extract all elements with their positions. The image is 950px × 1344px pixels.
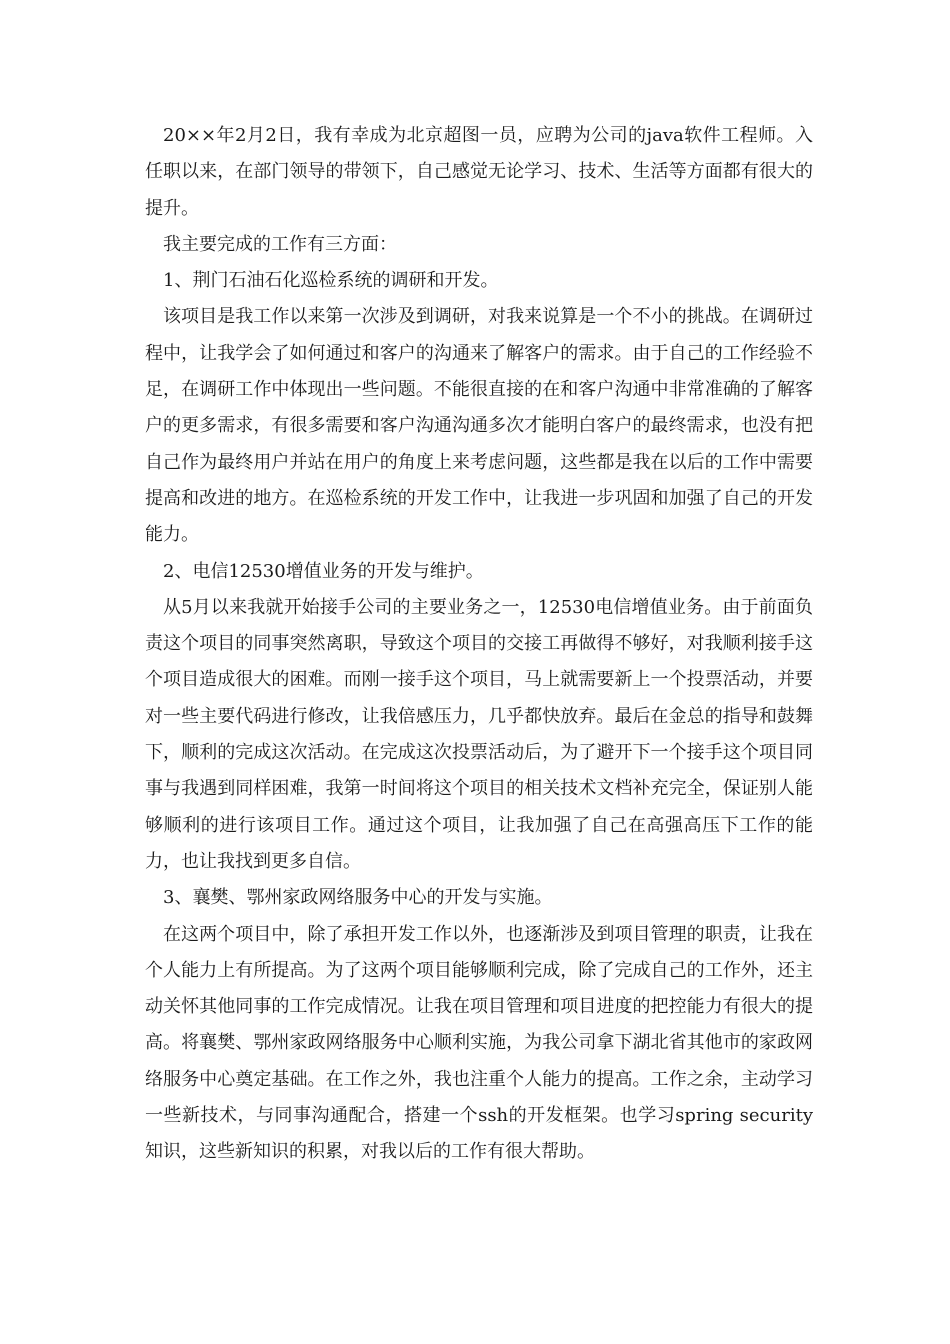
work-summary-heading: 我主要完成的工作有三方面： bbox=[163, 233, 397, 255]
section-1-paragraph: 该项目是我工作以来第一次涉及到调研，对我来说算是一个不小的挑战。在调研过程中，让我学会了如何通过和客户的沟通来了解客户的需求。由于自己的工作经验不足，在调研工作中体现出一些问题。不能很直接的在和客户沟通中非常准确的了解客户的更多需求，有很多需要和客户沟通沟通多次才能明白客户的最终需求，也没有把自己作为最终用户并站在用户的角度上来考虑问题，这些都是我在以后的工作中需要提高和改进的地方。在巡检系统的开发工作中，让我进一步巩固和加强了自己的开发能力。 bbox=[145, 306, 813, 546]
section-3-paragraph: 在这两个项目中，除了承担开发工作以外，也逐渐涉及到项目管理的职责，让我在个人能力上有所提高。为了这两个项目能够顺利完成，除了完成自己的工作外，还主动关怀其他同事的工作完成情况。让我在项目管理和项目进度的把控能力有很大的提高。将襄樊、鄂州家政网络服务中心顺利实施，为我公司拿下湖北省其他市的家政网络服务中心奠定基础。在工作之外，我也注重个人能力的提高。工作之余，主动学习一些新技术，与同事沟通配合，搭建一个ssh的开发框架。也学习spring security知识，这些新知识的积累，对我以后的工作有很大帮助。 bbox=[145, 923, 813, 1163]
section-1-heading: 1、荆门石油石化巡检系统的调研和开发。 bbox=[163, 270, 499, 292]
section-2-heading: 2、电信12530增值业务的开发与维护。 bbox=[163, 560, 484, 582]
document-body bbox=[145, 118, 813, 1171]
section-2-paragraph: 从5月以来我就开始接手公司的主要业务之一，12530电信增值业务。由于前面负责这个项目的同事突然离职，导致这个项目的交接工再做得不够好，对我顺利接手这个项目造成很大的困难。而刚一接手这个项目，马上就需要新上一个投票活动，并要对一些主要代码进行修改，让我倍感压力，几乎都快放弃。最后在金总的指导和鼓舞下，顺利的完成这次活动。在完成这次投票活动后，为了避开下一个接手这个项目同事与我遇到同样困难，我第一时间将这个项目的相关技术文档补充完全，保证别人能够顺利的进行该项目工作。通过这个项目，让我加强了自己在高强高压下工作的能力，也让我找到更多自信。 bbox=[145, 596, 813, 872]
intro-paragraph: 20××年2月2日，我有幸成为北京超图一员，应聘为公司的java软件工程师。入任职以来，在部门领导的带领下，自己感觉无论学习、技术、生活等方面都有很大的提升。 bbox=[145, 125, 813, 219]
section-3-heading: 3、襄樊、鄂州家政网络服务中心的开发与实施。 bbox=[163, 887, 553, 909]
